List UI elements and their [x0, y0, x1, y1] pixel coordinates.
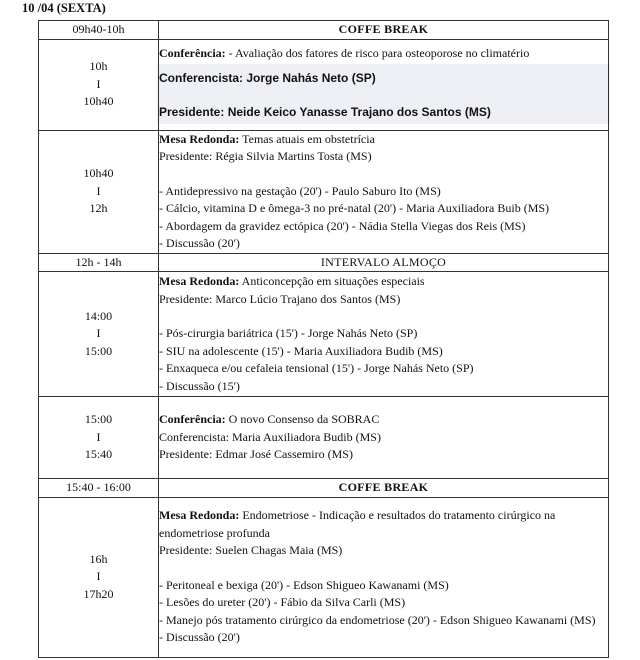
- break-title: COFFE BREAK: [159, 21, 609, 40]
- session-type-label: Mesa Redonda:: [159, 131, 240, 146]
- session-content: [159, 397, 609, 479]
- time-cell: [39, 397, 159, 479]
- agenda-item: - Pós-cirurgia bariátrica (15') - Jorge Nahás Neto (SP): [159, 326, 418, 340]
- session-type-label: Mesa Redonda:: [159, 274, 240, 288]
- session-topic: - Avaliação dos fatores de risco para osteoporose no climatério: [225, 45, 530, 60]
- agenda-item: - Discussão (20'): [159, 236, 240, 250]
- schedule-row-conference-1: [39, 39, 609, 130]
- time-start: 14:00: [84, 308, 113, 323]
- session-type-label: Conferência:: [159, 412, 226, 427]
- session-heading: [159, 411, 608, 429]
- agenda-item: - Lesões do ureter (20') - Fábio da Silva Carli (MS): [159, 595, 406, 610]
- agenda-item: - Discussão (20'): [159, 630, 240, 645]
- time-end: 17h20: [83, 586, 114, 601]
- session-type-label: Conferência:: [159, 45, 226, 60]
- time-start: 15:00: [84, 412, 113, 427]
- time-start: 10h40: [83, 166, 114, 181]
- schedule-row-round-table-1: [39, 130, 609, 253]
- time-cell: 15:40 - 16:00: [39, 479, 159, 498]
- speaker-line: Conferencista: Jorge Nahás Neto (SP): [159, 71, 376, 86]
- agenda-item: - Enxaqueca e/ou cefaleia tensional (15') - Jorge Nahás Neto (SP): [159, 361, 474, 375]
- schedule-row-round-table-3: [39, 497, 609, 657]
- president-line: Presidente: Neide Keico Yanasse Trajano dos Santos (MS): [159, 105, 491, 120]
- president-line: Presidente: Régia Silvia Martins Tosta (MS): [159, 149, 372, 163]
- schedule-row-coffee-break-2: [39, 479, 609, 498]
- time-end: 10h40: [83, 94, 114, 109]
- schedule-table: [38, 20, 609, 658]
- session-content: [159, 130, 609, 253]
- break-title: INTERVALO ALMOÇO: [159, 253, 609, 272]
- time-cell: 09h40-10h: [39, 21, 159, 40]
- time-separator: I: [96, 429, 101, 444]
- time-cell: [39, 272, 159, 397]
- president-line: Presidente: Edmar José Cassemiro (MS): [159, 447, 353, 462]
- time-cell: [39, 39, 159, 130]
- agenda-item: - Cálcio, vitamina D e ômega-3 no pré-natal (20') - Maria Auxiliadora Buib (MS): [159, 201, 550, 215]
- session-content: [159, 272, 609, 397]
- schedule-row-coffee-break-1: [39, 21, 609, 40]
- schedule-row-round-table-2: [39, 272, 609, 397]
- agenda-item: - Manejo pós tratamento cirúrgico da endometriose (20') - Edson Shigueo Kawanami (MS): [159, 612, 596, 627]
- time-separator: I: [96, 76, 101, 91]
- time-separator: I: [96, 183, 101, 198]
- session-topic: Endometriose - Indicação e resultados do tratamento cirúrgico na endometriose profunda: [159, 508, 556, 540]
- day-title: 10 /04 (SEXTA): [22, 1, 106, 15]
- time-end: 12h: [89, 201, 108, 216]
- president-line: Presidente: Suelen Chagas Maia (MS): [159, 543, 343, 558]
- agenda-item: - Peritoneal e bexiga (20') - Edson Shigueo Kawanami (MS): [159, 577, 449, 592]
- speaker-line: Conferencista: Maria Auxiliadora Budib (MS): [159, 429, 381, 444]
- break-title: COFFE BREAK: [159, 479, 609, 498]
- session-topic: Anticoncepção em situações especiais: [239, 274, 425, 288]
- session-heading: [159, 273, 608, 291]
- agenda-item: - Discussão (15'): [159, 378, 240, 393]
- time-cell: [39, 497, 159, 657]
- session-heading: [159, 131, 608, 149]
- president-line: Presidente: Marco Lúcio Trajano dos Santos (MS): [159, 291, 401, 306]
- schedule-row-conference-2: [39, 397, 609, 479]
- time-end: 15:40: [84, 447, 113, 462]
- highlight-block: [157, 64, 610, 124]
- time-end: 15:00: [84, 343, 113, 358]
- session-type-label: Mesa Redonda:: [159, 508, 240, 523]
- time-separator: I: [96, 326, 101, 341]
- time-cell: [39, 130, 159, 253]
- session-topic: O novo Consenso da SOBRAC: [225, 412, 380, 427]
- agenda-item: - SIU na adolescente (15') - Maria Auxiliadora Budib (MS): [159, 343, 443, 358]
- session-content: [159, 497, 609, 657]
- time-separator: I: [96, 569, 101, 584]
- time-cell: 12h - 14h: [39, 253, 159, 272]
- agenda-item: - Abordagem da gravidez ectópica (20') - Nádia Stella Viegas dos Reis (MS): [159, 218, 526, 233]
- session-content: [159, 39, 609, 130]
- time-start: 16h: [89, 551, 108, 566]
- session-heading: [159, 507, 608, 542]
- agenda-item: - Antidepressivo na gestação (20') - Paulo Saburo Ito (MS): [159, 183, 441, 198]
- schedule-row-lunch-break: [39, 253, 609, 272]
- time-start: 10h: [89, 59, 108, 74]
- session-heading: [159, 45, 608, 63]
- session-topic: Temas atuais em obstetrícia: [239, 131, 375, 146]
